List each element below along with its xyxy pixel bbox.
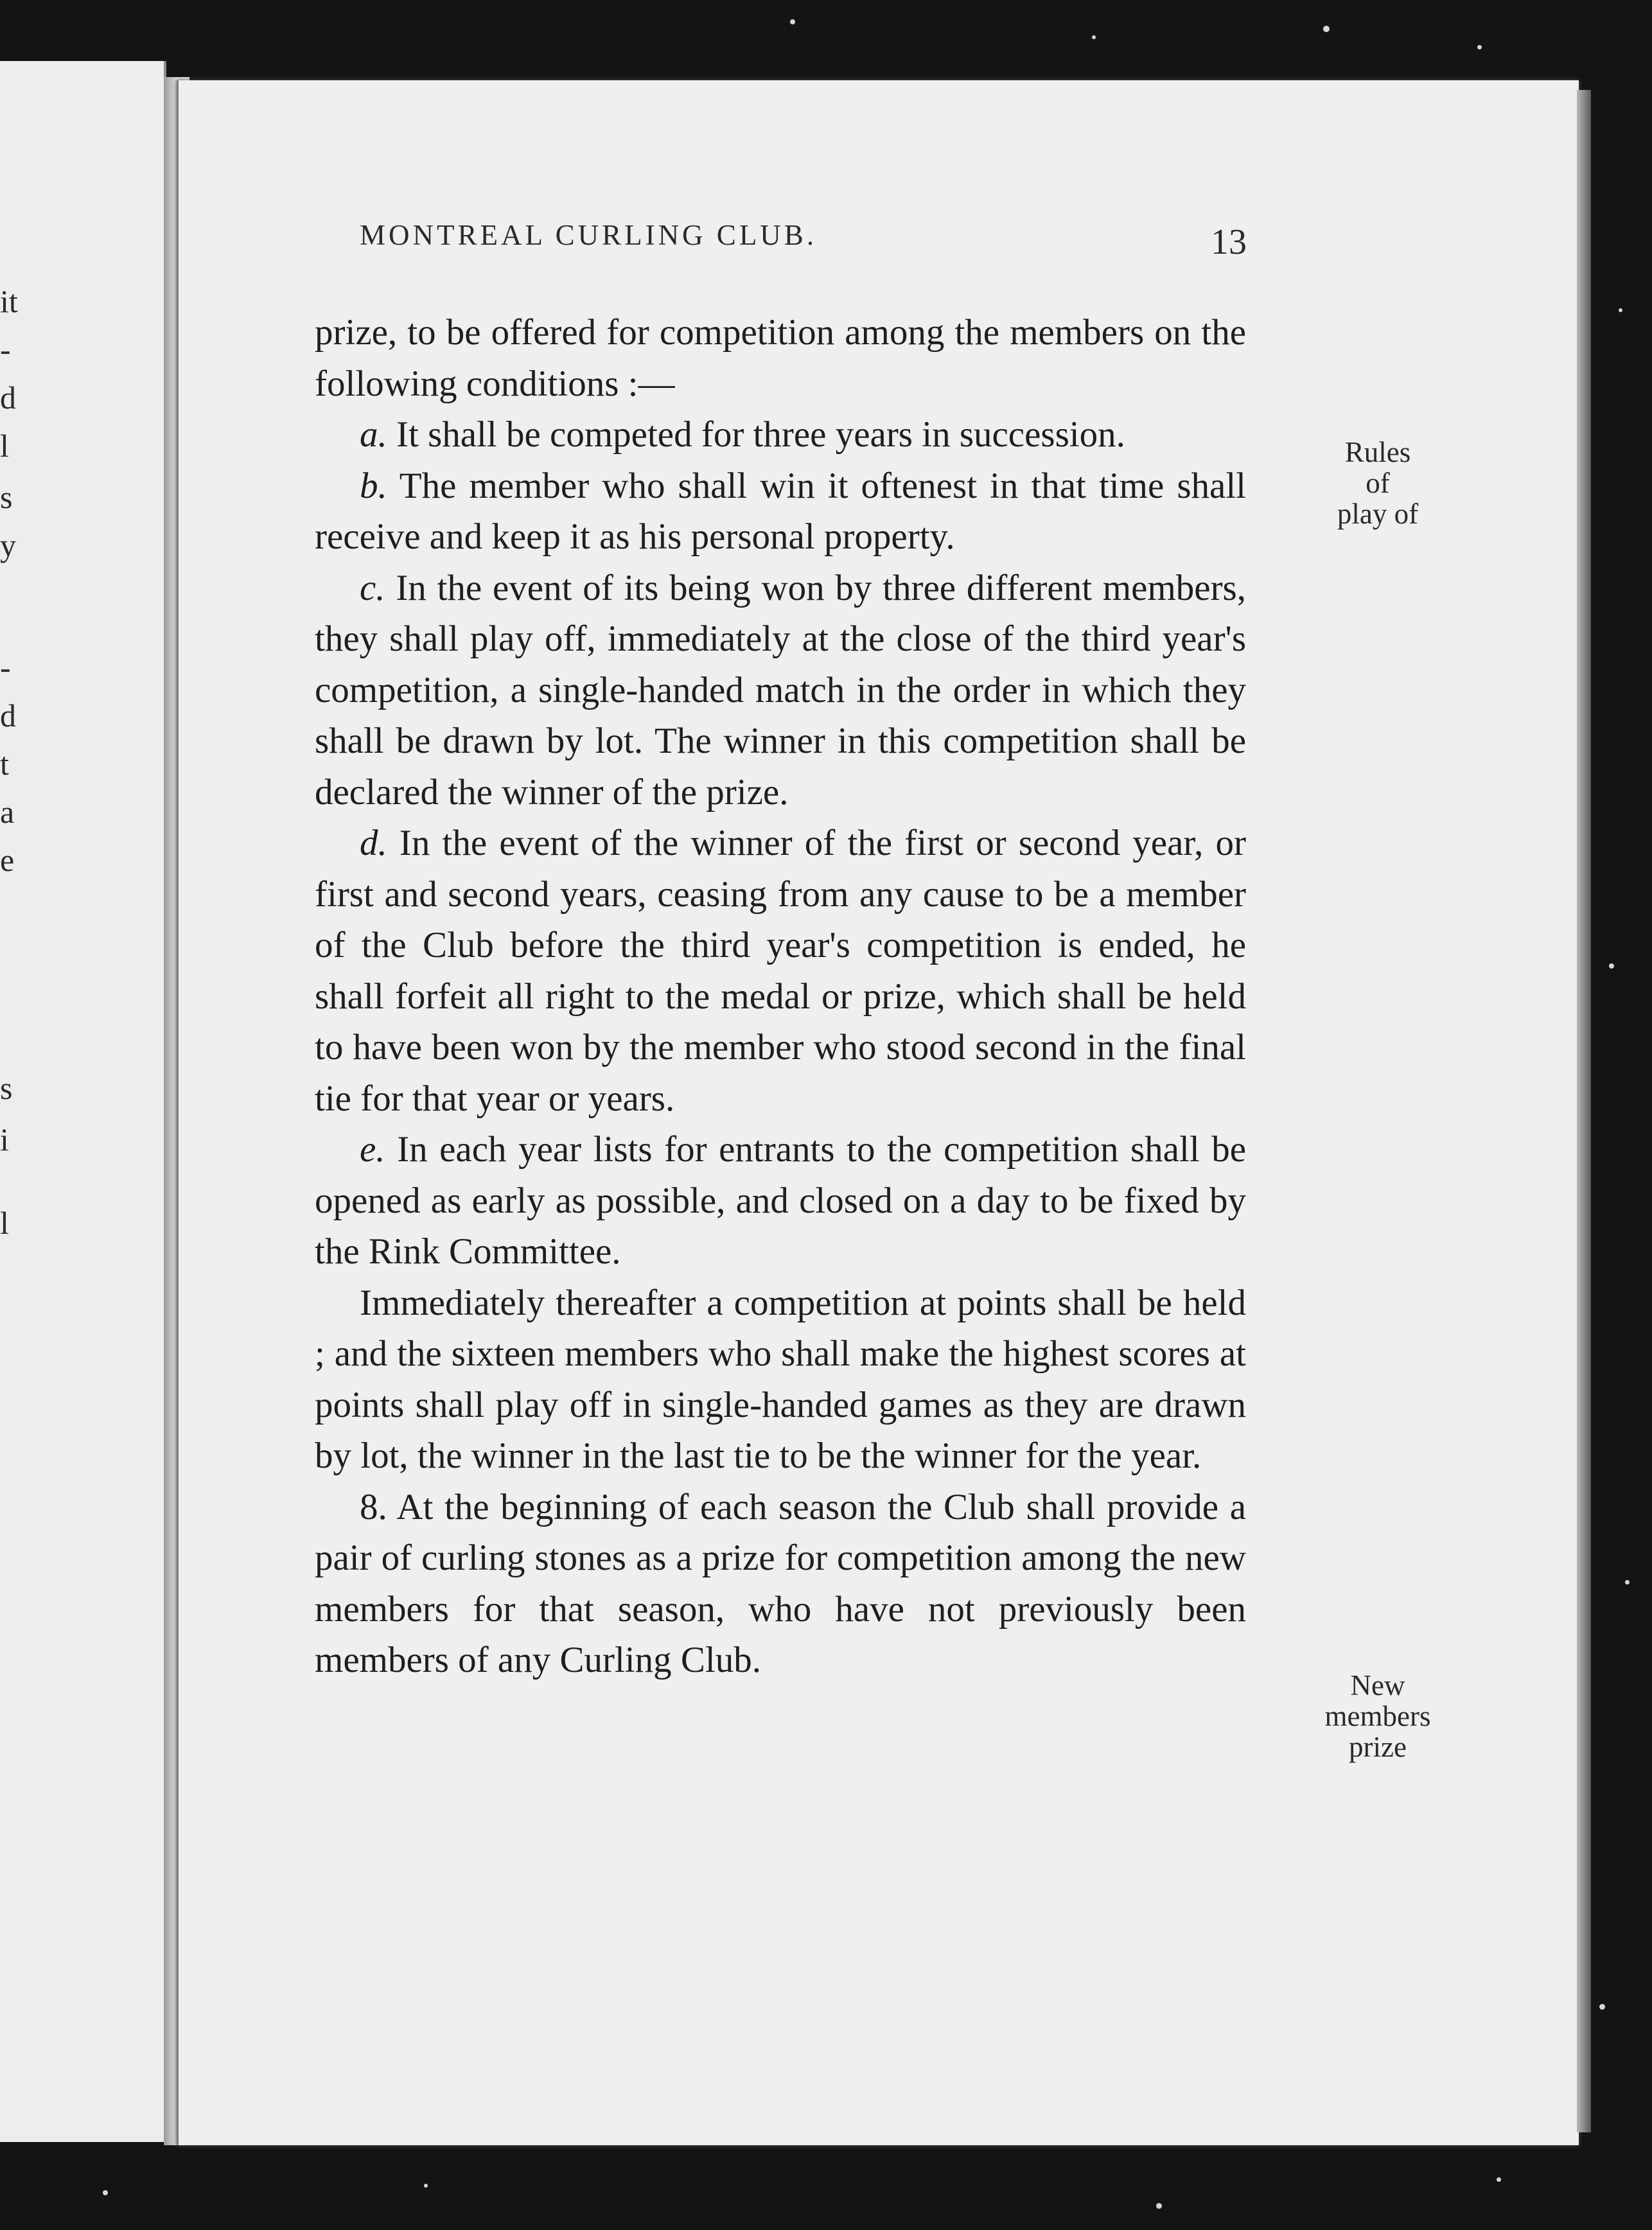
page-number: 13 [1211,222,1247,262]
facing-page-fragment: i [0,1121,9,1157]
paragraph [315,1482,1246,1686]
facing-page-fragment: l [0,1205,9,1241]
facing-page-fragment: it [0,283,18,319]
facing-page-fragment: l [0,428,9,464]
facing-page-fragment: s [0,1070,13,1106]
margin-note-rules [1301,437,1455,529]
clause-letter: d. [360,823,387,863]
body-text [315,307,1246,1686]
paragraph [315,1277,1246,1482]
margin-note-line: prize [1349,1731,1407,1763]
margin-note-new-members [1301,1670,1455,1762]
paragraph [315,461,1246,563]
facing-page-fragment: e [0,842,15,878]
paragraph [315,409,1246,461]
facing-page-fragment: y [0,527,16,563]
paragraph-text: In each year lists for entrants to the competition shall be opened as early as possible, and closed on a day to be fixed by the Rink Committee. [315,1129,1246,1272]
clause-letter: e. [360,1129,385,1170]
dust-speck [424,2184,428,2188]
margin-note-line: members [1324,1700,1431,1732]
facing-page-fragment: - [0,331,11,367]
dust-speck [1156,2203,1162,2209]
dust-speck [1092,35,1096,39]
page-edge [1577,90,1591,2132]
clause-letter: b. [360,465,387,506]
clause-letter: a. [360,414,387,455]
dust-speck [103,2190,108,2195]
paragraph-text: The member who shall win it oftenest in that time shall receive and keep it as his personal property. [315,465,1246,557]
facing-page-fragment: a [0,794,15,830]
dust-speck [1625,1580,1630,1585]
paragraph-text: In the event of its being won by three different members, they shall play off, immediately at the close of the third year's competition, a single-handed match in the order in which they shall be drawn by lot. The winner in this competition shall be declared the winner of the prize. [315,567,1246,812]
paragraph [315,307,1246,409]
facing-page-fragment: d [0,380,16,416]
paragraph [315,1124,1246,1277]
dust-speck [1619,308,1622,312]
clause-letter: c. [360,567,385,608]
dust-speck [790,19,795,24]
paragraph-text: 8. At the beginning of each season the Club shall provide a pair of curling stones as a prize for competition among the new members for that season, who have not previously been members of any Curling Club. [315,1486,1246,1680]
dust-speck [1497,2177,1501,2182]
margin-note-line: play of [1337,498,1419,530]
paragraph [315,563,1246,818]
facing-page-fragment: d [0,698,16,733]
paragraph-text: In the event of the winner of the first or second year, or first and second years, ceasing from any cause to be a member of the Club before the third year's competition is ended, he shall forfeit all right to the medal or prize, which shall be held to have been won by the member who stood second in the final tie for that year or years. [315,823,1246,1119]
facing-page-fragment: s [0,479,13,515]
paragraph-text: prize, to be offered for competition among the members on the following conditions :— [315,312,1246,404]
facing-page [0,61,166,2142]
dust-speck [1599,2004,1605,2010]
margin-note-line: New [1350,1669,1405,1701]
facing-page-fragment: - [0,649,11,685]
margin-note-line: of [1366,467,1390,499]
paragraph [315,818,1246,1124]
running-head: MONTREAL CURLING CLUB. [360,219,818,251]
facing-page-fragment: t [0,746,9,782]
dust-speck [1323,26,1330,32]
margin-note-line: Rules [1344,436,1411,468]
dust-speck [1477,45,1482,49]
dust-speck [1609,963,1614,969]
paragraph-text: It shall be competed for three years in succession. [387,414,1125,455]
paragraph-text: Immediately thereafter a competition at points shall be held ; and the sixteen members who shall make the highest scores at points shall play off in single-handed games as they are drawn by lot, the winner in the last tie to be the winner for the year. [315,1282,1246,1476]
